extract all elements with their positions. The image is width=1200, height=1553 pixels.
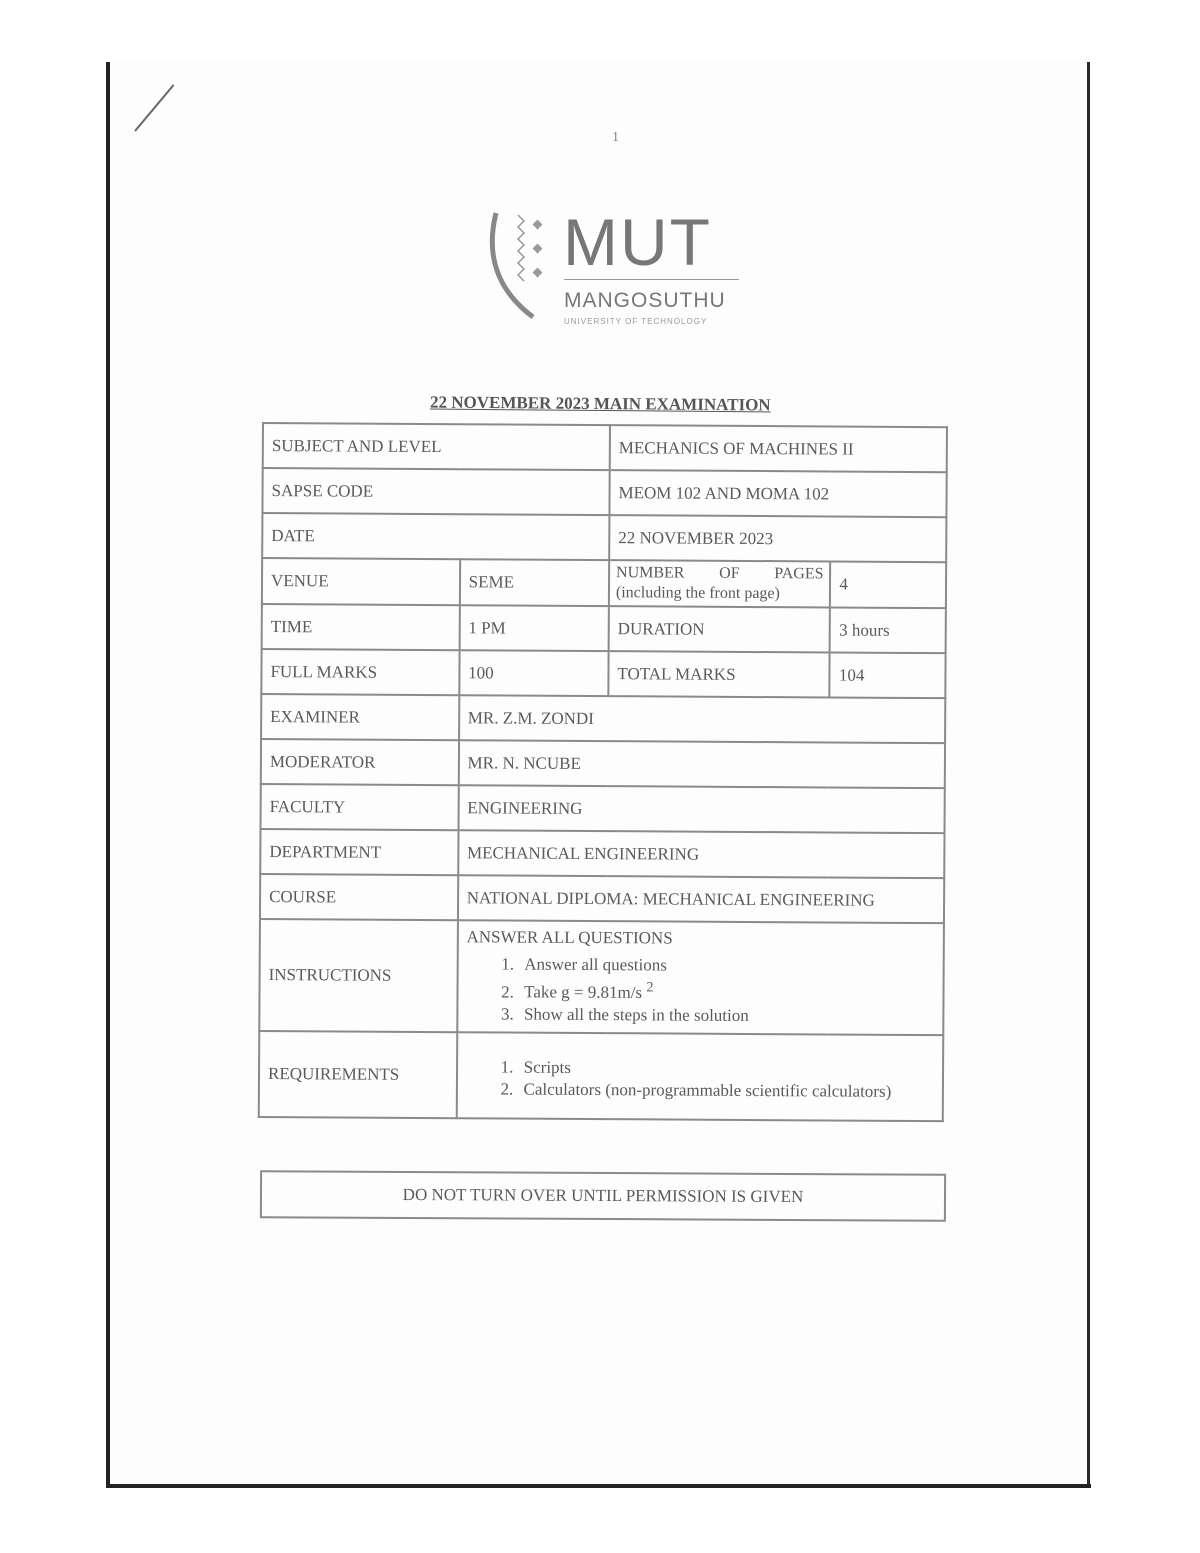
list-item: 2. Calculators (non-programmable scientific calculators)	[517, 1078, 934, 1103]
pages-label-word-1: NUMBER	[616, 564, 685, 582]
university-logo	[488, 205, 748, 330]
superscript: 2	[646, 979, 654, 996]
instructions-label: INSTRUCTIONS	[259, 919, 457, 1032]
pages-label-word-2: OF	[719, 564, 740, 582]
table-row	[262, 558, 946, 608]
pages-label-note: (including the front page)	[615, 584, 780, 603]
list-item: 1. Answer all questions	[518, 954, 935, 979]
department-label: DEPARTMENT	[260, 829, 458, 875]
duration-value: 3 hours	[830, 607, 946, 653]
requirements-label: REQUIREMENTS	[259, 1031, 457, 1118]
logo-divider	[564, 279, 739, 280]
requirements-list	[465, 1056, 934, 1103]
list-item: 1. Scripts	[518, 1056, 935, 1081]
instructions-heading: ANSWER ALL QUESTIONS	[466, 927, 673, 948]
exam-cover-table	[258, 422, 948, 1122]
table-row	[259, 1031, 944, 1121]
list-item-text: Take g = 9.81m/s	[524, 982, 643, 1002]
table-row	[263, 423, 947, 472]
logo-name: MANGOSUTHU	[564, 289, 726, 312]
sapse-value: MEOM 102 AND MOMA 102	[609, 470, 946, 517]
table-row	[259, 919, 944, 1035]
table-row	[262, 468, 946, 517]
table-row	[262, 513, 946, 562]
date-value: 22 NOVEMBER 2023	[609, 515, 946, 562]
list-item	[518, 976, 935, 1006]
duration-label: DURATION	[609, 606, 831, 652]
logo-acronym: MUT	[563, 205, 712, 279]
table-row	[261, 649, 945, 698]
paper-edge-bottom	[106, 1484, 1091, 1488]
notice-box: DO NOT TURN OVER UNTIL PERMISSION IS GIVEN	[260, 1170, 946, 1222]
full-marks-value: 100	[459, 650, 609, 696]
department-value: MECHANICAL ENGINEERING	[458, 830, 945, 878]
instructions-value	[457, 920, 944, 1035]
table-row	[261, 739, 945, 788]
examiner-label: EXAMINER	[261, 694, 459, 740]
time-value: 1 PM	[459, 605, 609, 651]
pages-label-word-3: PAGES	[774, 565, 824, 583]
requirements-value	[456, 1032, 943, 1121]
list-item: 3. Show all the steps in the solution	[518, 1003, 935, 1028]
time-label: TIME	[262, 604, 460, 650]
table-row	[262, 604, 946, 653]
subject-label: SUBJECT AND LEVEL	[263, 423, 610, 470]
pages-label	[609, 560, 831, 607]
paper-edge-left	[106, 62, 110, 1488]
faculty-label: FACULTY	[261, 784, 459, 830]
table-row	[260, 829, 944, 878]
full-marks-label: FULL MARKS	[261, 649, 459, 695]
instructions-list	[466, 953, 935, 1028]
table-row	[261, 784, 945, 833]
date-label: DATE	[262, 513, 609, 560]
examiner-value: MR. Z.M. ZONDI	[459, 695, 946, 743]
logo-emblem-icon	[488, 205, 548, 325]
logo-subtitle: UNIVERSITY OF TECHNOLOGY	[564, 317, 708, 326]
page-number: 1	[612, 130, 619, 145]
table-row	[260, 874, 944, 923]
subject-value: MECHANICS OF MACHINES II	[610, 425, 947, 472]
total-marks-value: 104	[830, 652, 946, 698]
course-value: NATIONAL DIPLOMA: MECHANICAL ENGINEERING	[458, 875, 945, 923]
venue-label: VENUE	[262, 558, 460, 605]
sapse-label: SAPSE CODE	[262, 468, 609, 515]
exam-title: 22 NOVEMBER 2023 MAIN EXAMINATION	[429, 392, 771, 415]
course-label: COURSE	[260, 874, 458, 920]
venue-value: SEME	[460, 559, 610, 606]
total-marks-label: TOTAL MARKS	[608, 651, 830, 697]
moderator-value: MR. N. NCUBE	[458, 740, 945, 788]
table-row	[261, 694, 945, 743]
pages-value: 4	[830, 561, 946, 608]
faculty-value: ENGINEERING	[458, 785, 945, 833]
moderator-label: MODERATOR	[261, 739, 459, 785]
